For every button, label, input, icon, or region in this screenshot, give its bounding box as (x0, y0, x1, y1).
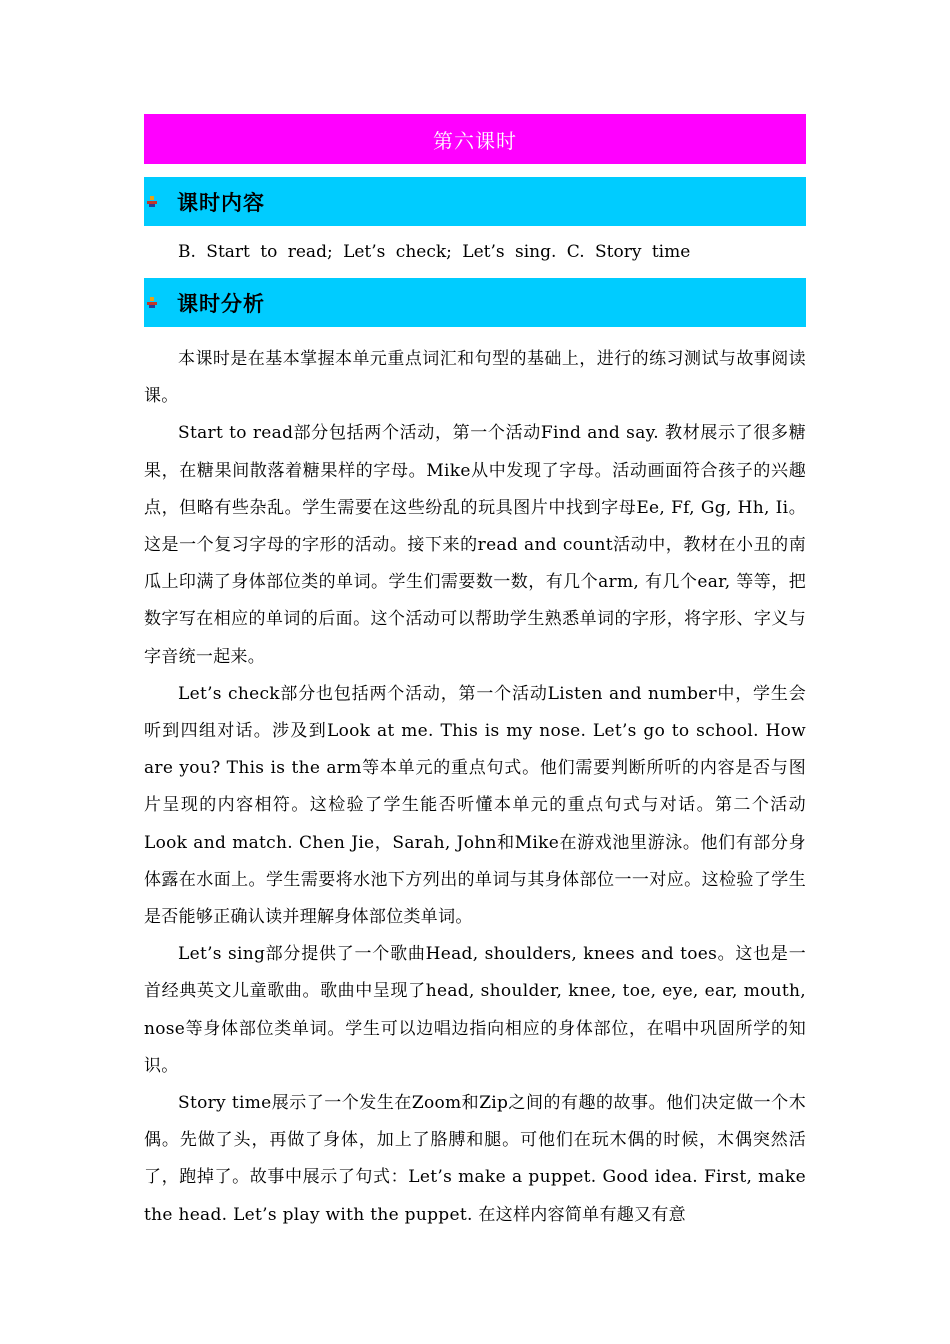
section-heading: 课时分析 (177, 291, 265, 316)
lesson-content-text: B. Start to read; Let’s check; Let’s sing. C. Story time (178, 242, 691, 262)
analysis-paragraph: 本课时是在基本掌握本单元重点词汇和句型的基础上，进行的练习测试与故事阅读课。 (144, 349, 806, 407)
lesson-title-bar (144, 114, 806, 164)
section-header-content (144, 177, 806, 226)
analysis-paragraph: Let’s check部分也包括两个活动，第一个活动Listen and number中，学生会听到四组对话。涉及到Look at me. This is my nose. Let’s go to school. How are you? This is the arm等本单元的重点句式。他们需要判断所听的内容是否与图片呈现的内容相符。这检验了学生能否听懂本单元的重点句式与对话。第二个活动Look and match. Chen Jie，Sarah, John和Mike在游戏池里游泳。他们有部分身体露在水面上。学生需要将水池下方列出的单词与其身体部位一一对应。这检验了学生是否能够正确认读并理解身体部位类单词。 (144, 683, 806, 928)
analysis-body (144, 341, 806, 1234)
section-header-analysis (144, 278, 806, 327)
document-page (144, 114, 806, 1234)
lesson-title: 第六课时 (433, 128, 517, 153)
section-heading: 课时内容 (177, 190, 265, 215)
bullet-icon (147, 196, 157, 208)
analysis-paragraph: Story time展示了一个发生在Zoom和Zip之间的有趣的故事。他们决定做一个木偶。先做了头，再做了身体，加上了胳膊和腿。可他们在玩木偶的时候，木偶突然活了，跑掉了。故事中展示了句式：Let’s make a puppet. Good idea. First, make the head. Let’s play with the puppet. 在这样内容简单有趣又有意 (144, 1093, 806, 1225)
bullet-icon (147, 297, 157, 309)
analysis-paragraph: Start to read部分包括两个活动，第一个活动Find and say. 教材展示了很多糖果，在糖果间散落着糖果样的字母。Mike从中发现了字母。活动画面符合孩子的兴趣点，但略有些杂乱。学生需要在这些纷乱的玩具图片中找到字母Ee, Ff, Gg, Hh, Ii。这是一个复习字母的字形的活动。接下来的read and count活动中，教材在小丑的南瓜上印满了身体部位类的单词。学生们需要数一数，有几个arm, 有几个ear, 等等，把数字写在相应的单词的后面。这个活动可以帮助学生熟悉单词的字形，将字形、字义与字音统一起来。 (144, 423, 806, 667)
analysis-paragraph: Let’s sing部分提供了一个歌曲Head, shoulders, knees and toes。这也是一首经典英文儿童歌曲。歌曲中呈现了head, shoulder, knee, toe, eye, ear, mouth, nose等身体部位类单词。学生可以边唱边指向相应的身体部位，在唱中巩固所学的知识。 (144, 944, 806, 1076)
